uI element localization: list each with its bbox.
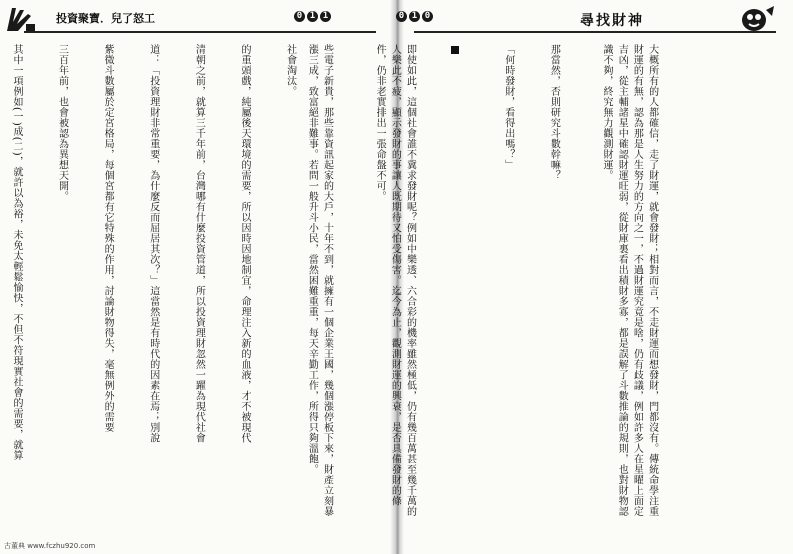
page-number xyxy=(396,11,433,22)
paragraph: 「何時發財，看得出嗎？」 xyxy=(502,44,514,170)
running-title: 投資聚寶．兒了怒工 xyxy=(56,12,155,25)
header-rule xyxy=(24,31,376,33)
paragraph: 道：「投資理財非常重要，為什麼反而屈居其次？」這當然是有時代的因素在焉；別說 xyxy=(147,44,159,443)
page-number-digit: 1 xyxy=(307,11,318,22)
paragraph: 那當然，否則研究斗數幹嘛？ xyxy=(548,44,560,181)
page-number-digit: 0 xyxy=(294,11,305,22)
header-rule xyxy=(414,31,776,33)
page-number-digit: 0 xyxy=(422,11,433,22)
page-number-digit: 1 xyxy=(320,11,331,22)
paragraph: 的重頭戲，純屬後天環境的需要，所以因時因地制宜，命理注入新的血液，才不被現代 xyxy=(238,44,250,443)
page-number-digit: 1 xyxy=(409,11,420,22)
paragraph: 紫微斗數屬於定宮格局，每個宮都有它特殊的作用，討論財物得失，毫無例外的需要 xyxy=(102,44,114,433)
paragraph: 其中一項例如(一)成(二)，就許以為裕，未免太輕鬆愉快，不但不符現實社會的需要，就算 xyxy=(10,44,22,461)
paragraph: 即使如此，這個社會誰不冀求發財呢？例如中樂透、六合彩的機率雖然極低，仍有幾百萬甚至幾千萬的人樂此不疲，顯示發財的事讓人既期待又怕受傷害。迄今為止，觀測財運的興衰，是否具備發財的條件，仍非老實排出一張命盤不可。 xyxy=(374,44,416,517)
body-text xyxy=(306,44,690,524)
page-number xyxy=(294,11,331,22)
section-marker xyxy=(448,44,463,524)
paragraph: 清朝之前，就算三千年前，台灣哪有什麼投資管道，所以投資理財忽然一躍為現代社會 xyxy=(193,44,205,443)
paragraph: 些電子新貴，那些靠資訊起家的大戶，十年不到，就擁有一個企業王國，幾個漲停板下來，財產立刻暴漲三成，致富絕非難事。若問一般升斗小民，當然困難重重，每天辛勤工作，所得只夠溫飽。 xyxy=(306,44,333,517)
page-number-digit: 0 xyxy=(396,11,407,22)
paragraph: 社會淘汰。 xyxy=(284,44,296,97)
site-watermark: 古董典 www.fczhu920.com xyxy=(4,542,96,550)
running-title: 尋找財神 xyxy=(580,13,644,29)
paragraph: 大概所有的人都確信，走了財運，就會發財；相對而言，不走財運而想發財，門都沒有。傳統命學注重財運的有無，認為那是人生努力的方向之一，不過財運究竟是啥，仍有歧議，例如許多人在星曜上面定吉凶，從主輔諸星中確認財運旺弱，從財庫裏看出積財多寡，都是誤解了斗數推論的規則，也對財物認識不夠，終究無力觀測財運。 xyxy=(600,44,658,517)
right-page xyxy=(306,0,793,554)
section-square-icon xyxy=(451,46,459,54)
paragraph: 三百年前，也會被認為異想天開。 xyxy=(56,44,68,202)
